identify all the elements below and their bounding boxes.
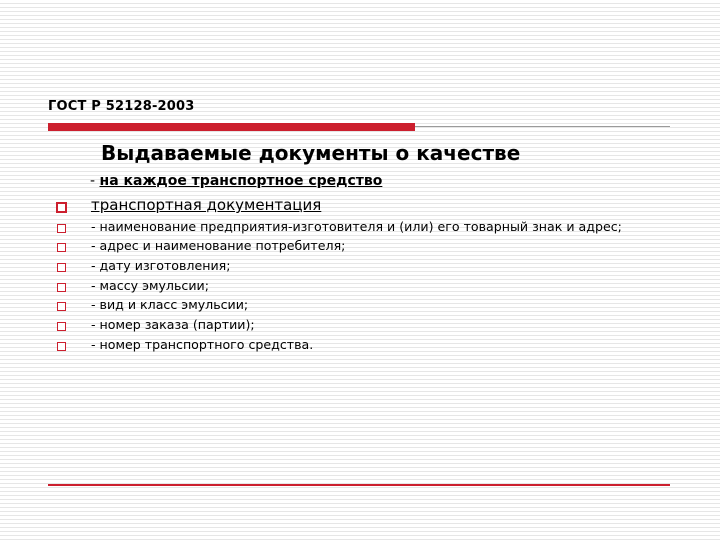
list-item: - вид и класс эмульсии; [91, 297, 249, 312]
header-divider-line [415, 126, 670, 127]
bullet-square-icon [57, 224, 66, 233]
list-item: - дату изготовления; [91, 258, 231, 273]
sub-heading [90, 173, 382, 189]
bullet-square-icon [57, 263, 66, 272]
list-item: - адрес и наименование потребителя; [91, 238, 346, 253]
footer-accent-line [48, 484, 670, 486]
sub-heading-text: на каждое транспортное средство [99, 173, 383, 189]
main-list-item: транспортная документация [91, 196, 322, 214]
list-item: - номер заказа (партии); [91, 317, 255, 332]
bullet-square-icon [57, 322, 66, 331]
slide-title: Выдаваемые документы о качестве [101, 141, 521, 165]
bullet-square-icon [57, 302, 66, 311]
list-item: - номер транспортного средства. [91, 337, 314, 352]
header-accent-bar [48, 123, 415, 131]
bullet-square-icon [57, 283, 66, 292]
bullet-square-icon [56, 202, 67, 213]
sub-heading-prefix: - [90, 173, 100, 189]
document-header-title: ГОСТ Р 52128-2003 [48, 99, 195, 114]
list-item: - наименование предприятия-изготовителя и (или) его товарный знак и адрес; [91, 219, 622, 234]
bullet-square-icon [57, 243, 66, 252]
list-item: - массу эмульсии; [91, 278, 209, 293]
bullet-square-icon [57, 342, 66, 351]
